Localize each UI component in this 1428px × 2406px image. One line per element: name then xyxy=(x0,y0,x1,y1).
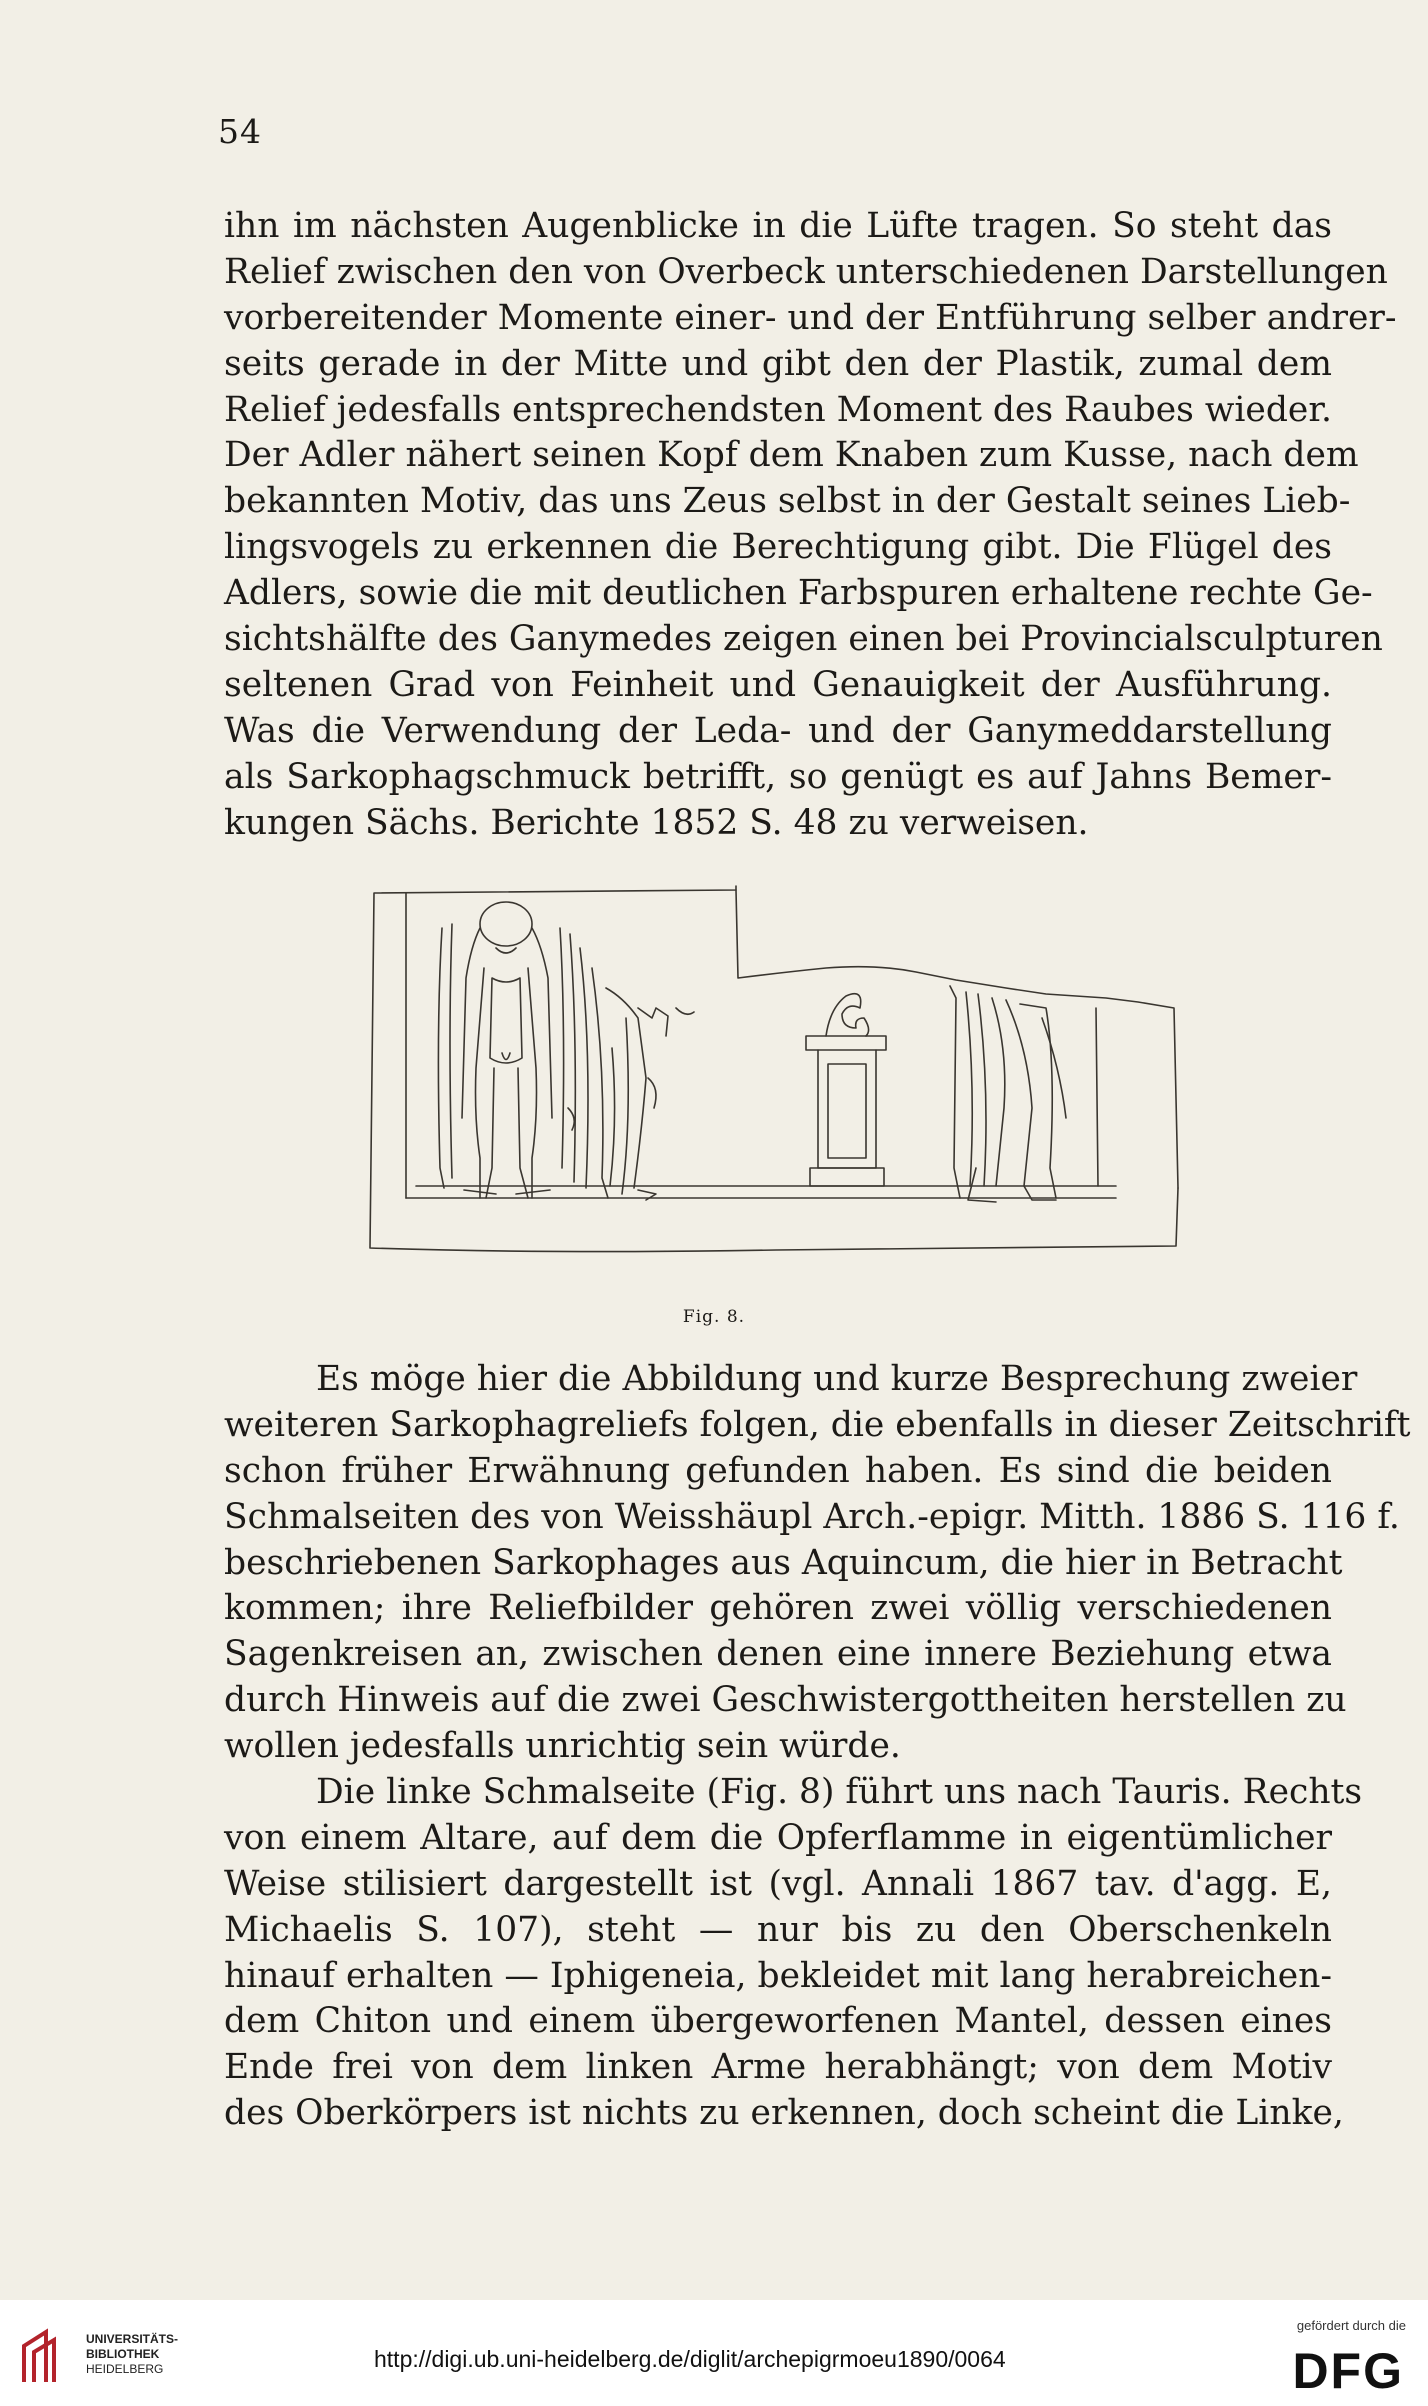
university-library-logo-icon xyxy=(16,2326,80,2390)
text-line: Michaelis S. 107), steht — nur bis zu den Oberschenkeln xyxy=(224,1909,1332,1950)
text-line: sichtshälfte des Ganymedes zeigen einen bei Provincialsculpturen xyxy=(224,619,1383,660)
library-name-line: HEIDELBERG xyxy=(86,2362,164,2376)
text-line: ihn im nächsten Augenblicke in die Lüfte tragen. So steht das xyxy=(224,206,1332,246)
text-line: kungen Sächs. Berichte 1852 S. 48 zu verweisen. xyxy=(224,802,1089,843)
text-line: weiteren Sarkophagreliefs folgen, die ebenfalls in dieser Zeitschrift xyxy=(224,1404,1411,1445)
text-line: lingsvogels zu erkennen die Berechtigung gibt. Die Flügel des xyxy=(224,527,1332,568)
text-line: hinauf erhalten — Iphigeneia, bekleidet mit lang herabreichen- xyxy=(224,1955,1332,1996)
text-line: Schmalseiten des von Weisshäupl Arch.-epigr. Mitth. 1886 S. 116 f. xyxy=(224,1496,1400,1537)
text-line: Relief zwischen den von Overbeck unterschiedenen Darstellungen xyxy=(224,251,1388,292)
paragraph-1 xyxy=(224,204,1397,846)
text-line: vorbereitender Momente einer- und der Entführung selber andrer- xyxy=(224,297,1397,338)
text-line: Weise stilisiert dargestellt ist (vgl. Annali 1867 tav. d'agg. E, xyxy=(224,1863,1332,1904)
text-line: Relief jedesfalls entsprechendsten Moment des Raubes wieder. xyxy=(224,389,1332,430)
relief-drawing xyxy=(356,868,1196,1288)
text-line: Was die Verwendung der Leda- und der Ganymeddarstellung xyxy=(224,710,1332,751)
library-name-line: UNIVERSITÄTS- xyxy=(86,2332,179,2346)
text-line: Ende frei von dem linken Arme herabhängt; von dem Motiv xyxy=(224,2047,1332,2088)
funding-note: gefördert durch die xyxy=(1296,2318,1406,2333)
text-line: durch Hinweis auf die zwei Geschwistergottheiten herstellen zu xyxy=(224,1680,1347,1721)
text-line: dem Chiton und einem übergeworfenen Mantel, dessen eines xyxy=(224,2001,1332,2042)
library-name-line: BIBLIOTHEK xyxy=(86,2347,160,2361)
text-line: wollen jedesfalls unrichtig sein würde. xyxy=(224,1726,901,1767)
text-line: Es möge hier die Abbildung und kurze Besprechung zweier xyxy=(316,1359,1358,1399)
text-line: bekannten Motiv, das uns Zeus selbst in der Gestalt seines Lieb- xyxy=(224,481,1351,522)
footer-bar xyxy=(0,2300,1428,2406)
text-line: kommen; ihre Reliefbilder gehören zwei völlig verschiedenen xyxy=(224,1588,1332,1629)
text-line: Adlers, sowie die mit deutlichen Farbspuren erhaltene rechte Ge- xyxy=(224,573,1373,614)
text-line: seits gerade in der Mitte und gibt den der Plastik, zumal dem xyxy=(224,343,1332,384)
text-line: schon früher Erwähnung gefunden haben. Es sind die beiden xyxy=(224,1450,1332,1491)
text-line: Der Adler nähert seinen Kopf dem Knaben zum Kusse, nach dem xyxy=(224,435,1359,476)
text-line: als Sarkophagschmuck betrifft, so genügt es auf Jahns Bemer- xyxy=(224,756,1332,797)
relief-figure xyxy=(356,868,1196,1288)
text-line: Die linke Schmalseite (Fig. 8) führt uns nach Tauris. Rechts xyxy=(316,1772,1363,1813)
text-line: des Oberkörpers ist nichts zu erkennen, doch scheint die Linke, xyxy=(224,2093,1344,2134)
library-name xyxy=(86,2332,178,2377)
text-line: beschriebenen Sarkophages aus Aquincum, die hier in Betracht xyxy=(224,1542,1343,1583)
page-number: 54 xyxy=(218,112,262,151)
figure-caption: Fig. 8. xyxy=(682,1307,746,1327)
paragraph-2 xyxy=(224,1357,1411,2137)
text-line: seltenen Grad von Feinheit und Genauigkeit der Ausführung. xyxy=(224,664,1332,705)
text-line: von einem Altare, auf dem die Opferflamme in eigentümlicher xyxy=(224,1817,1332,1858)
source-url-link[interactable]: http://digi.ub.uni-heidelberg.de/diglit/archepigrmoeu1890/0064 xyxy=(374,2346,1006,2372)
dfg-logo: DFG xyxy=(1292,2343,1404,2399)
text-line: Sagenkreisen an, zwischen denen eine innere Beziehung etwa xyxy=(224,1634,1332,1675)
